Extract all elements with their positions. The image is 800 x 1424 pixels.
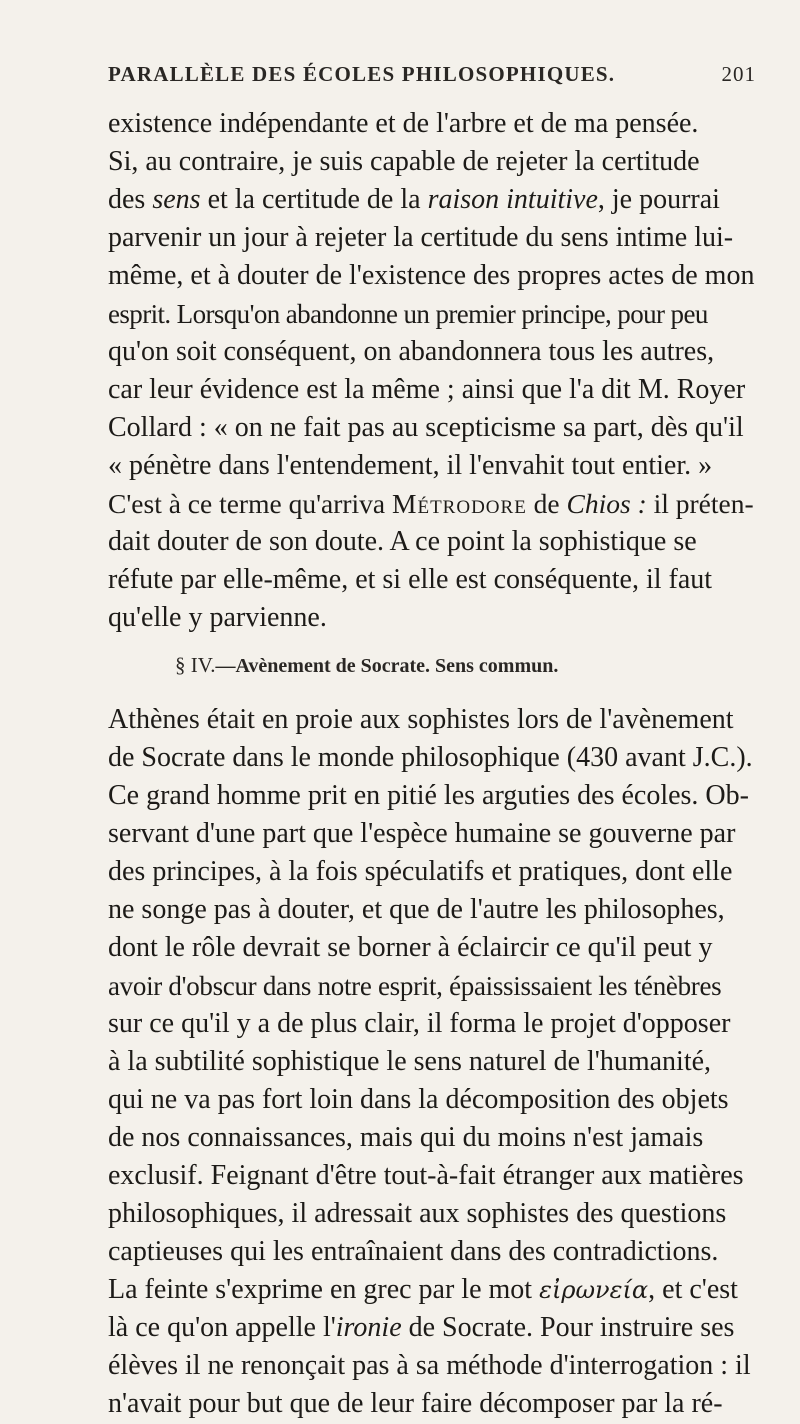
text-run: parvenir un jour à rejeter la certitude du sens intime lui- — [108, 222, 734, 253]
text-run: là ce qu'on appelle l' — [108, 1312, 336, 1343]
text-line — [108, 814, 735, 854]
text-run: sens — [152, 184, 201, 215]
text-run: réfute par elle-même, et si elle est conséquente, il faut — [108, 564, 713, 595]
text-run: dont le rôle devrait se borner à éclaircir ce qu'il peut y — [108, 932, 713, 963]
section-mark: § IV. — [175, 653, 216, 677]
text-run: sur ce qu'il y a de plus clair, il forma le projet d'opposer — [108, 1008, 731, 1039]
text-run: Si, au contraire, je suis capable de rejeter la certitude — [108, 146, 700, 177]
text-line — [108, 1080, 729, 1120]
text-line — [108, 484, 754, 524]
text-line — [108, 522, 697, 562]
text-run: raison intuitive — [427, 184, 598, 215]
text-run: ne songe pas à douter, et que de l'autre les philosophes, — [108, 894, 725, 925]
text-line — [108, 776, 749, 816]
text-run: de — [526, 488, 567, 519]
text-run: La feinte s'exprime en grec par le mot — [108, 1274, 540, 1305]
greek-word: εἰρωνεία — [539, 1276, 649, 1304]
section-heading — [175, 650, 735, 681]
text-run: il préten- — [646, 488, 754, 519]
text-run: de Socrate. Pour instruire ses — [401, 1312, 735, 1343]
text-run: existence indépendante et de l'arbre et de ma pensée. — [108, 108, 699, 139]
text-run: avoir d'obscur dans notre esprit, épaississaient les ténèbres — [108, 971, 722, 1001]
text-run: servant d'une part que l'espèce humaine se gouverne par — [108, 818, 736, 849]
text-line — [108, 700, 734, 740]
text-run: de Socrate dans le monde philosophique (430 avant J.C.). — [108, 742, 753, 773]
text-run: Métrodore — [392, 488, 527, 519]
text-line — [108, 446, 712, 486]
text-run: , je pourrai — [597, 184, 720, 215]
text-run: même, et à douter de l'existence des propres actes de mon — [108, 260, 755, 291]
running-title: PARALLÈLE DES ÉCOLES PHILOSOPHIQUES. — [108, 62, 616, 86]
text-run: C'est à ce terme qu'arriva — [108, 488, 393, 519]
text-run: Athènes était en proie aux sophistes lors de l'avènement — [108, 704, 734, 735]
text-line — [108, 1232, 718, 1272]
text-run: dait douter de son doute. A ce point la sophistique se — [108, 526, 697, 557]
section-title: —Avènement de Socrate. Sens commun. — [215, 655, 559, 677]
running-head — [108, 56, 756, 92]
text-run: « pénètre dans l'entendement, il l'envahit tout entier. » — [108, 450, 713, 481]
text-line — [108, 104, 698, 144]
text-run: des principes, à la fois spéculatifs et pratiques, dont elle — [108, 856, 733, 887]
text-run: n'avait pour but que de leur faire décomposer par la ré- — [108, 1388, 723, 1419]
text-line — [108, 332, 714, 372]
text-line — [108, 256, 754, 296]
text-line — [108, 1156, 744, 1196]
text-run: Chios : — [566, 488, 647, 519]
text-run: élèves il ne renonçait pas à sa méthode d'interrogation : il — [108, 1350, 751, 1381]
text-line — [108, 294, 708, 334]
text-line — [108, 1384, 723, 1424]
text-line — [108, 1270, 738, 1310]
text-line — [108, 1118, 703, 1158]
text-line — [108, 370, 745, 410]
text-run: Ce grand homme prit en pitié les arguties des écoles. Ob- — [108, 780, 749, 811]
text-run: exclusif. Feignant d'être tout-à-fait étranger aux matières — [108, 1160, 744, 1191]
text-run: esprit. Lorsqu'on abandonne un premier principe, pour peu — [108, 299, 708, 329]
text-run: qu'on soit conséquent, on abandonnera tous les autres, — [108, 336, 715, 367]
text-run: Collard : « on ne fait pas au scepticisme sa part, dès qu'il — [108, 412, 744, 443]
text-line — [108, 1042, 711, 1082]
text-run: captieuses qui les entraînaient dans des contradictions. — [108, 1236, 719, 1267]
text-line — [108, 180, 720, 220]
text-line — [108, 560, 712, 600]
text-line — [108, 408, 744, 448]
text-line — [108, 218, 733, 258]
text-line — [108, 1194, 726, 1234]
text-run: de nos connaissances, mais qui du moins n'est jamais — [108, 1122, 704, 1153]
text-run: qui ne va pas fort loin dans la décomposition des objets — [108, 1084, 729, 1115]
text-run: , et c'est — [648, 1274, 738, 1305]
page-number: 201 — [721, 62, 756, 86]
text-run: car leur évidence est la même ; ainsi que l'a dit M. Royer — [108, 374, 746, 405]
text-run: des — [108, 184, 153, 215]
text-line — [108, 738, 753, 778]
text-line — [108, 966, 721, 1006]
text-line — [108, 598, 327, 638]
text-line — [108, 1346, 751, 1386]
text-line — [108, 928, 712, 968]
text-run: et la certitude de la — [200, 184, 428, 215]
text-line — [108, 852, 732, 892]
text-run: qu'elle y parvienne. — [108, 602, 327, 633]
text-line — [108, 142, 700, 182]
text-line — [108, 890, 725, 930]
text-run: à la subtilité sophistique le sens naturel de l'humanité, — [108, 1046, 712, 1077]
text-line — [108, 1004, 730, 1044]
text-run: ironie — [335, 1312, 402, 1343]
text-run: philosophiques, il adressait aux sophistes des questions — [108, 1198, 727, 1229]
text-line — [108, 1308, 734, 1348]
